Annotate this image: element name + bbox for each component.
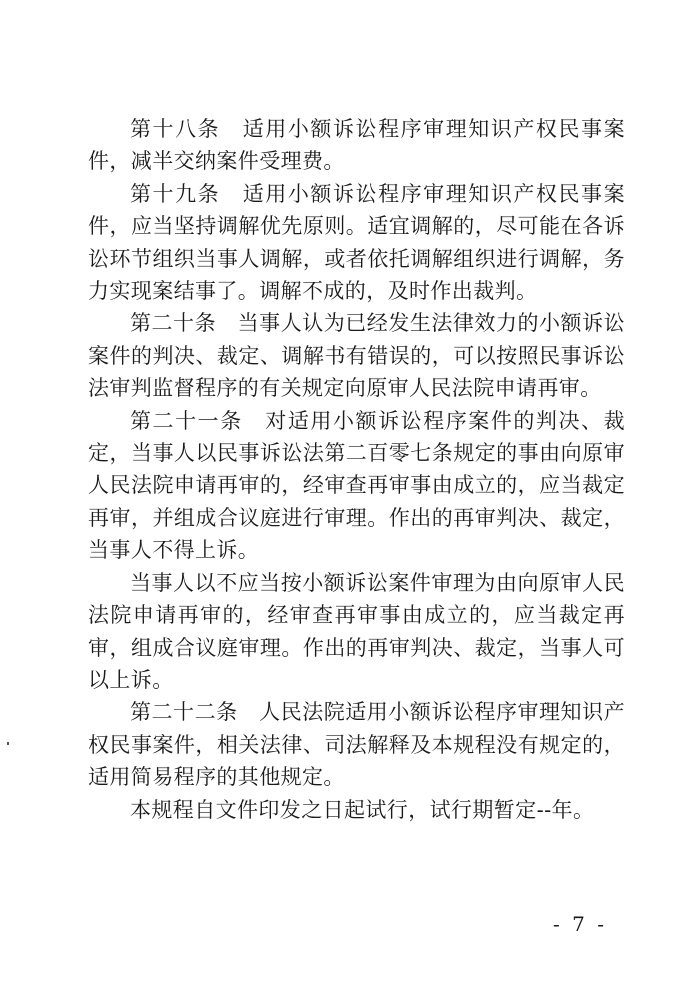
article-20-paragraph: 第二十条 当事人认为已经发生法律效力的小额诉讼案件的判决、裁定、调解书有错误的，可以按照民事诉讼法审判监督程序的有关规定向原审人民法院申请再审。 [88, 311, 625, 401]
article-19-paragraph: 第十九条 适用小额诉讼程序审理知识产权民事案件，应当坚持调解优先原则。适宜调解的，尽可能在各诉讼环节组织当事人调解，或者依托调解组织进行调解，务力实现案结事了。调解不成的，及时作出裁判。 [88, 181, 625, 304]
article-18-paragraph: 第十八条 适用小额诉讼程序审理知识产权民事案件，减半交纳案件受理费。 [88, 117, 625, 174]
effective-date-paragraph: 本规程自文件印发之日起试行，试行期暂定--年。 [130, 797, 595, 822]
article-21-paragraph: 第二十一条 对适用小额诉讼程序案件的判决、裁定，当事人以民事诉讼法第二百零七条规定的事由向原审人民法院申请再审的，经审查再审事由成立的，应当裁定再审，并组成合议庭进行审理。作出的再审判决、裁定，当事人不得上诉。 [88, 408, 625, 563]
document-body [88, 113, 625, 826]
scan-speck [7, 742, 9, 745]
article-21-second-paragraph: 当事人以不应当按小额诉讼案件审理为由向原审人民法院申请再审的，经审查再审事由成立的，应当裁定再审，组成合议庭审理。作出的再审判决、裁定，当事人可以上诉。 [88, 570, 625, 692]
page-number: - 7 - [553, 912, 607, 936]
article-22-paragraph: 第二十二条 人民法院适用小额诉讼程序审理知识产权民事案件，相关法律、司法解释及本规程没有规定的，适用简易程序的其他规定。 [88, 700, 625, 790]
